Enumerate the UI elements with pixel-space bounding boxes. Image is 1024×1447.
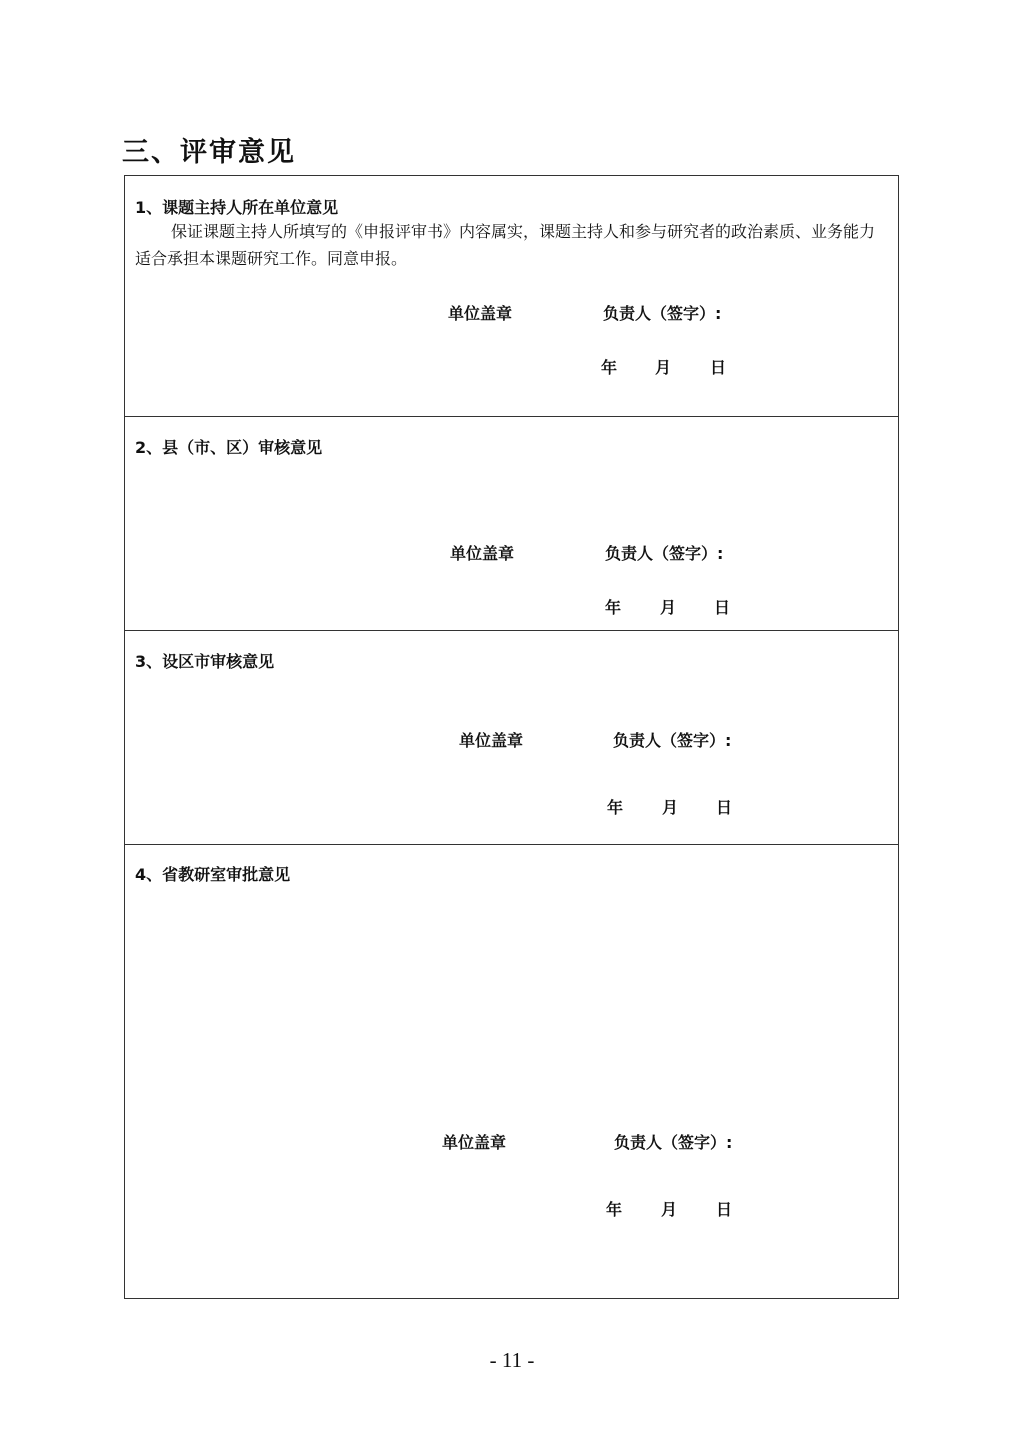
- year-label: 年: [601, 358, 618, 377]
- block-body: 保证课题主持人所填写的《申报评审书》内容属实，课题主持人和参与研究者的政治素质、业务能力适合承担本课题研究工作。同意申报。: [135, 222, 876, 268]
- day-label: 日: [710, 358, 727, 377]
- seal-label: 单位盖章: [450, 544, 515, 563]
- seal-label: 单位盖章: [459, 731, 524, 750]
- signer-label: 负责人（签字）:: [613, 731, 732, 750]
- year-label: 年: [607, 798, 624, 817]
- signer-label: 负责人（签字）:: [605, 544, 724, 563]
- month-label: 月: [660, 598, 677, 617]
- year-label: 年: [606, 1200, 623, 1219]
- review-opinion-table: [124, 175, 899, 1299]
- day-label: 日: [716, 798, 733, 817]
- month-label: 月: [661, 1200, 678, 1219]
- day-label: 日: [714, 598, 731, 617]
- seal-label: 单位盖章: [442, 1133, 507, 1152]
- block-county-opinion: [125, 417, 898, 631]
- section-title: 三、评审意见: [122, 137, 296, 168]
- month-label: 月: [655, 358, 672, 377]
- day-label: 日: [716, 1200, 733, 1219]
- block-city-opinion: [125, 631, 898, 845]
- year-label: 年: [605, 598, 622, 617]
- signer-label: 负责人（签字）:: [614, 1133, 733, 1152]
- block-province-opinion: [125, 845, 898, 1300]
- block-unit-opinion: [125, 176, 898, 417]
- block-heading: 3、设区市审核意见: [135, 652, 275, 671]
- page-number: - 11 -: [489, 1348, 535, 1372]
- seal-label: 单位盖章: [448, 304, 513, 323]
- block-heading: 1、课题主持人所在单位意见: [135, 198, 339, 217]
- block-heading: 4、省教研室审批意见: [135, 865, 291, 884]
- block-heading: 2、县（市、区）审核意见: [135, 438, 323, 457]
- signer-label: 负责人（签字）:: [603, 304, 722, 323]
- month-label: 月: [662, 798, 679, 817]
